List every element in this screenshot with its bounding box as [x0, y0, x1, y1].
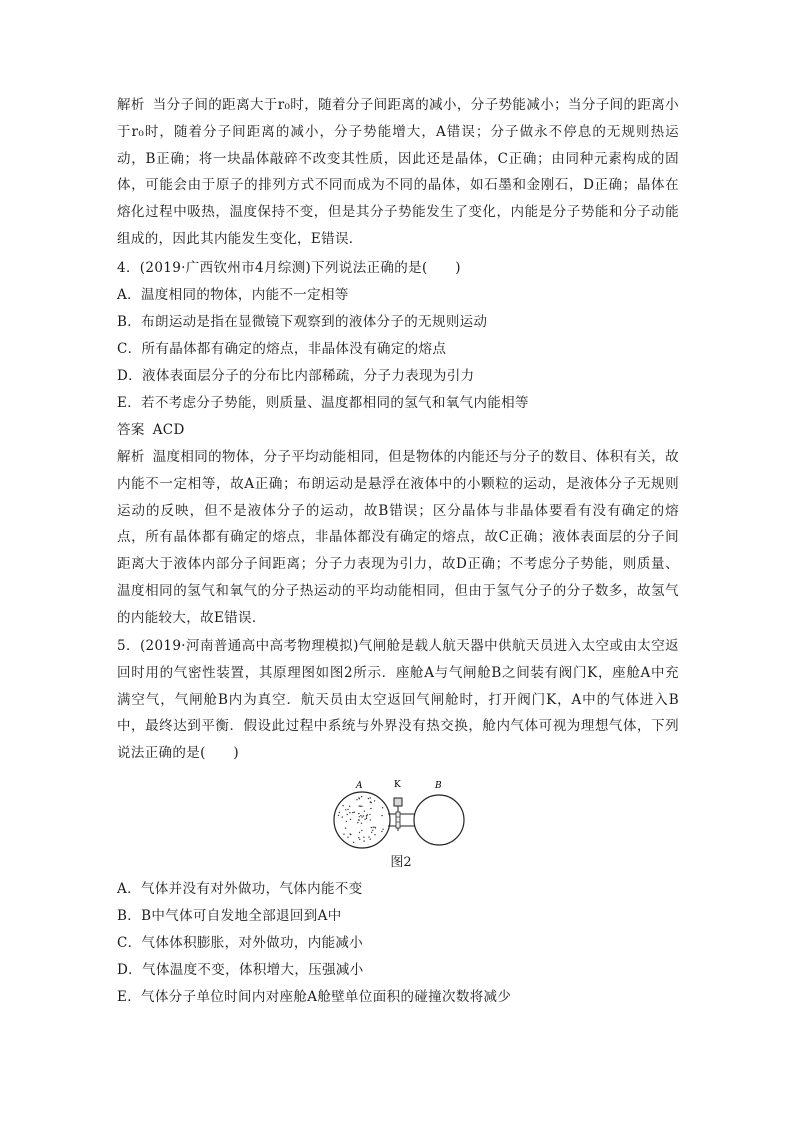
- gas-dot: [368, 836, 369, 837]
- gas-dot: [338, 815, 339, 816]
- label-k: K: [394, 780, 401, 790]
- analysis-label: 解析: [117, 449, 145, 465]
- gas-dot: [373, 827, 374, 828]
- gas-dot: [358, 797, 359, 798]
- answer-value: ACD: [152, 422, 185, 438]
- gas-dot: [356, 799, 357, 800]
- gas-dot: [349, 806, 350, 807]
- gas-dot: [342, 816, 343, 817]
- q5-option-c: C．气体体积膨胀，对外做功，内能减小: [117, 935, 364, 951]
- gas-dot: [345, 809, 346, 810]
- gas-dot: [382, 807, 383, 808]
- gas-dot: [345, 828, 346, 829]
- gas-dot: [364, 811, 365, 812]
- gas-dot: [349, 833, 350, 834]
- gas-dot: [349, 812, 350, 813]
- gas-dot: [347, 814, 348, 815]
- gas-dot: [357, 822, 358, 823]
- gas-dot: [370, 797, 371, 798]
- q4-answer: [117, 417, 687, 444]
- q5-option-a: A．气体并没有对外做功，气体内能不变: [117, 881, 363, 897]
- gas-dot: [359, 816, 360, 817]
- gas-dot: [372, 830, 373, 831]
- analysis-text: 温度相同的物体，分子平均动能相同，但是物体的内能还与分子的数目、体积有关，故内能不一定相等，故A正确；布朗运动是悬浮在液体中的小颗粒的运动，是液体分子无规则运动的反映，但不是液体分子的运动，故B错误；区分晶体与非晶体要看有没有确定的熔点，所有晶体都有确定的熔点，非晶体都没有确定的熔点，故C正确；液体表面层的分子间距离大于液体内部分子间距离；分子力表现为引力，故D正确；不考虑分子势能，则质量、温度相同的氢气和氧气的分子热运动的平均动能相同，但由于氢气分子的分子数多，故氢气的内能较大，故E错误．: [117, 449, 680, 626]
- gas-dot: [366, 818, 367, 819]
- gas-dot: [353, 842, 354, 843]
- gas-dot: [371, 802, 372, 803]
- q5-option-b: B．B中气体可自发地全部退回到A中: [117, 908, 342, 924]
- analysis-label: 解析: [117, 97, 145, 113]
- gas-dot: [358, 819, 359, 820]
- gas-dot: [370, 839, 371, 840]
- gas-dot: [374, 834, 375, 835]
- question-5-stem: 5．(2019·河南普通高中高考物理模拟)气闸舱是载人航天器中供航天员进入太空或由太空返回时用的气密性装置，其原理图如图2所示．座舱A与气闸舱B之间装有阀门K，座舱A中充满空气，气闸舱B内为真空．航天员由太空返回气闸舱时，打开阀门K，A中的气体进入B中，最终达到平衡．假设此过程中系统与外界没有热交换，舱内气体可视为理想气体，下列说法正确的是( ): [117, 638, 679, 762]
- q4-option-d: D．液体表面层分子的分布比内部稀疏，分子力表现为引力: [117, 368, 475, 384]
- gas-dot: [361, 816, 362, 817]
- q5-option-d: D．气体温度不变，体积增大，压强减小: [117, 962, 364, 978]
- gas-dot: [343, 834, 344, 835]
- gas-dot: [347, 809, 348, 810]
- gas-dot: [366, 816, 367, 817]
- gas-dot: [339, 812, 340, 813]
- q4-option-a: A．温度相同的物体，内能不一定相等: [117, 287, 349, 303]
- gas-dot: [369, 814, 370, 815]
- label-a: A: [356, 781, 363, 791]
- gas-dot: [346, 821, 347, 822]
- gas-dot: [381, 815, 382, 816]
- gas-dot: [367, 814, 368, 815]
- q5-option-e: E．气体分子单位时间内对座舱A舱壁单位面积的碰撞次数将减少: [117, 989, 512, 1005]
- analysis-text: 当分子间的距离大于r₀时，随着分子间距离的减小，分子势能减小；当分子间的距离小于r₀时，随着分子间距离的减小，分子势能增大，A错误；分子做永不停息的无规则热运动，B正确；将一块晶体敲碎不改变其性质，因此还是晶体，C正确；由同种元素构成的固体，可能会由于原子的排列方式不同而成为不同的晶体，如石墨和金刚石，D正确；晶体在熔化过程中吸热，温度保持不变，但是其分子势能发生了变化，内能是分子势能和分子动能组成的，因此其内能发生变化，E错误．: [117, 97, 679, 247]
- valve-handle: [394, 798, 402, 806]
- gas-dot: [360, 815, 361, 816]
- figure-caption: 图2: [390, 855, 412, 870]
- gas-dot: [370, 808, 371, 809]
- gas-dot: [364, 819, 365, 820]
- gas-dot: [374, 827, 375, 828]
- gas-dot: [363, 837, 364, 838]
- gas-dot: [360, 806, 361, 807]
- gas-dot: [363, 815, 364, 816]
- valve-body: [396, 812, 400, 828]
- gas-dot: [368, 798, 369, 799]
- gas-dot: [358, 813, 359, 814]
- gas-dot: [359, 839, 360, 840]
- q4-option-b: B．布朗运动是指在显微镜下观察到的液体分子的无规则运动: [117, 314, 488, 330]
- chamber-a: [334, 792, 390, 848]
- gas-dot: [371, 832, 372, 833]
- gas-dot: [381, 831, 382, 832]
- gas-dot: [361, 830, 362, 831]
- answer-label: 答案: [117, 422, 145, 438]
- gas-dot: [342, 805, 343, 806]
- airlock-diagram: [322, 777, 472, 851]
- gas-dot: [370, 819, 371, 820]
- gas-dot: [361, 823, 362, 824]
- gas-dot: [359, 805, 360, 806]
- gas-dot: [358, 837, 359, 838]
- q4-analysis: [117, 444, 679, 632]
- q4-option-e: E．若不考虑分子势能，则质量、温度都相同的氢气和氧气内能相等: [117, 395, 529, 411]
- gas-dot: [352, 812, 353, 813]
- label-b: B: [435, 781, 442, 791]
- gas-dot: [382, 829, 383, 830]
- q4-option-c: C．所有晶体都有确定的熔点，非晶体没有确定的熔点: [117, 341, 447, 357]
- gas-dot: [359, 832, 360, 833]
- gas-dot: [347, 837, 348, 838]
- gas-dot: [361, 806, 362, 807]
- gas-dot: [374, 800, 375, 801]
- gas-dot: [371, 827, 372, 828]
- gas-dot: [350, 819, 351, 820]
- question-4-stem: 4．(2019·广西钦州市4月综测)下列说法正确的是( ): [117, 260, 461, 276]
- gas-dot: [361, 796, 362, 797]
- gas-dot: [363, 840, 364, 841]
- q3-analysis: [117, 92, 679, 253]
- gas-dot: [354, 812, 355, 813]
